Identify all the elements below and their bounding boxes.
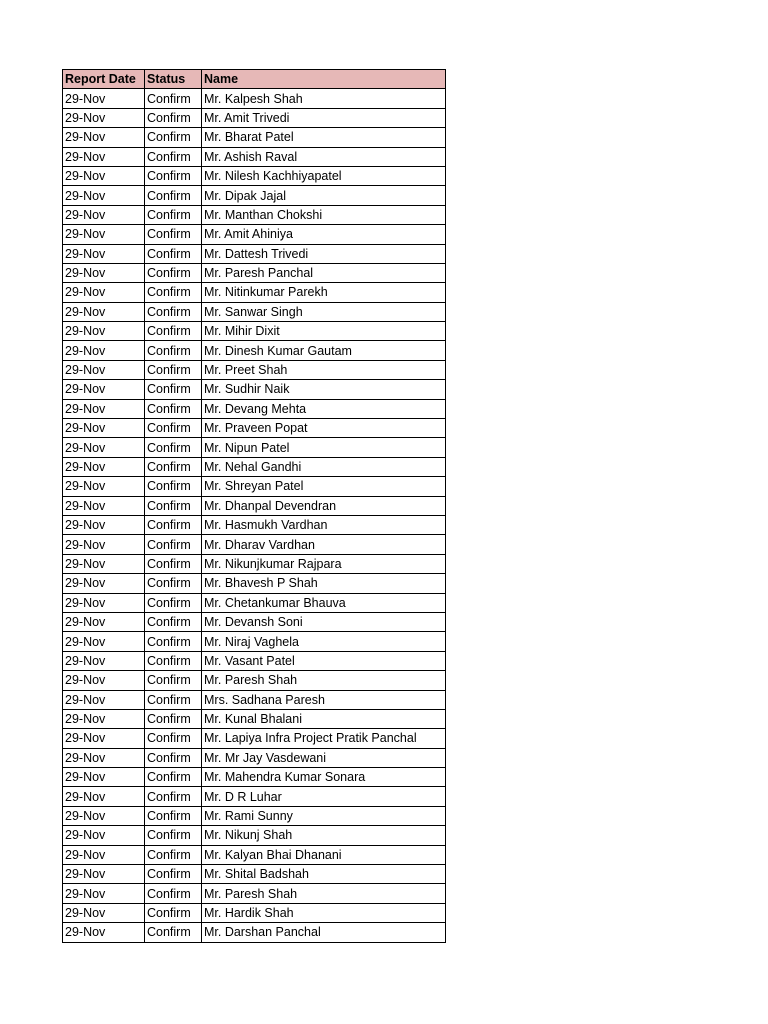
cell-name: Mr. Nitinkumar Parekh xyxy=(202,283,446,302)
cell-status: Confirm xyxy=(145,515,202,534)
table-row xyxy=(63,186,446,205)
cell-report-date: 29-Nov xyxy=(63,477,145,496)
cell-report-date: 29-Nov xyxy=(63,341,145,360)
cell-status: Confirm xyxy=(145,729,202,748)
cell-name: Mr. Devansh Soni xyxy=(202,612,446,631)
cell-name: Mr. Mahendra Kumar Sonara xyxy=(202,768,446,787)
cell-status: Confirm xyxy=(145,884,202,903)
cell-status: Confirm xyxy=(145,89,202,108)
table-row xyxy=(63,283,446,302)
cell-report-date: 29-Nov xyxy=(63,322,145,341)
cell-report-date: 29-Nov xyxy=(63,263,145,282)
table-row xyxy=(63,806,446,825)
table-row xyxy=(63,399,446,418)
table-row xyxy=(63,651,446,670)
table-row xyxy=(63,147,446,166)
cell-report-date: 29-Nov xyxy=(63,360,145,379)
cell-status: Confirm xyxy=(145,806,202,825)
cell-name: Mr. Niraj Vaghela xyxy=(202,632,446,651)
cell-status: Confirm xyxy=(145,709,202,728)
cell-report-date: 29-Nov xyxy=(63,147,145,166)
table-row xyxy=(63,128,446,147)
table-body xyxy=(63,89,446,942)
table-row xyxy=(63,496,446,515)
cell-status: Confirm xyxy=(145,108,202,127)
cell-name: Mr. Mihir Dixit xyxy=(202,322,446,341)
cell-status: Confirm xyxy=(145,632,202,651)
cell-status: Confirm xyxy=(145,186,202,205)
table-row xyxy=(63,923,446,942)
cell-name: Mr. Nehal Gandhi xyxy=(202,457,446,476)
cell-report-date: 29-Nov xyxy=(63,787,145,806)
cell-name: Mr. Paresh Shah xyxy=(202,884,446,903)
cell-name: Mr. Hardik Shah xyxy=(202,903,446,922)
cell-name: Mr. D R Luhar xyxy=(202,787,446,806)
cell-status: Confirm xyxy=(145,865,202,884)
cell-status: Confirm xyxy=(145,496,202,515)
cell-name: Mr. Nikunj Shah xyxy=(202,826,446,845)
header-report-date: Report Date xyxy=(63,70,145,89)
cell-status: Confirm xyxy=(145,535,202,554)
table-row xyxy=(63,419,446,438)
table-row xyxy=(63,593,446,612)
cell-status: Confirm xyxy=(145,671,202,690)
table-row xyxy=(63,89,446,108)
cell-report-date: 29-Nov xyxy=(63,283,145,302)
cell-status: Confirm xyxy=(145,419,202,438)
cell-report-date: 29-Nov xyxy=(63,535,145,554)
cell-report-date: 29-Nov xyxy=(63,923,145,942)
table-row xyxy=(63,574,446,593)
table-row xyxy=(63,554,446,573)
cell-name: Mr. Kalyan Bhai Dhanani xyxy=(202,845,446,864)
cell-report-date: 29-Nov xyxy=(63,826,145,845)
cell-status: Confirm xyxy=(145,399,202,418)
header-row xyxy=(63,70,446,89)
cell-name: Mr. Paresh Shah xyxy=(202,671,446,690)
header-status: Status xyxy=(145,70,202,89)
table-row xyxy=(63,884,446,903)
cell-name: Mr. Dattesh Trivedi xyxy=(202,244,446,263)
table-row xyxy=(63,515,446,534)
cell-name: Mr. Bhavesh P Shah xyxy=(202,574,446,593)
table-row xyxy=(63,671,446,690)
table-row xyxy=(63,166,446,185)
cell-report-date: 29-Nov xyxy=(63,380,145,399)
cell-status: Confirm xyxy=(145,826,202,845)
cell-report-date: 29-Nov xyxy=(63,515,145,534)
cell-status: Confirm xyxy=(145,554,202,573)
cell-report-date: 29-Nov xyxy=(63,865,145,884)
cell-status: Confirm xyxy=(145,787,202,806)
cell-report-date: 29-Nov xyxy=(63,186,145,205)
cell-report-date: 29-Nov xyxy=(63,806,145,825)
cell-report-date: 29-Nov xyxy=(63,244,145,263)
cell-name: Mr. Paresh Panchal xyxy=(202,263,446,282)
table-row xyxy=(63,632,446,651)
cell-name: Mr. Bharat Patel xyxy=(202,128,446,147)
cell-name: Mrs. Sadhana Paresh xyxy=(202,690,446,709)
cell-name: Mr. Rami Sunny xyxy=(202,806,446,825)
cell-name: Mr. Kalpesh Shah xyxy=(202,89,446,108)
cell-name: Mr. Vasant Patel xyxy=(202,651,446,670)
cell-report-date: 29-Nov xyxy=(63,612,145,631)
table-row xyxy=(63,205,446,224)
cell-name: Mr. Amit Trivedi xyxy=(202,108,446,127)
cell-report-date: 29-Nov xyxy=(63,671,145,690)
cell-report-date: 29-Nov xyxy=(63,690,145,709)
cell-name: Mr. Lapiya Infra Project Pratik Panchal xyxy=(202,729,446,748)
table-row xyxy=(63,535,446,554)
cell-status: Confirm xyxy=(145,438,202,457)
cell-status: Confirm xyxy=(145,205,202,224)
cell-status: Confirm xyxy=(145,166,202,185)
cell-status: Confirm xyxy=(145,903,202,922)
cell-status: Confirm xyxy=(145,574,202,593)
table-row xyxy=(63,263,446,282)
cell-status: Confirm xyxy=(145,612,202,631)
cell-status: Confirm xyxy=(145,341,202,360)
cell-status: Confirm xyxy=(145,690,202,709)
cell-report-date: 29-Nov xyxy=(63,438,145,457)
cell-report-date: 29-Nov xyxy=(63,574,145,593)
cell-report-date: 29-Nov xyxy=(63,632,145,651)
cell-name: Mr. Dinesh Kumar Gautam xyxy=(202,341,446,360)
cell-report-date: 29-Nov xyxy=(63,89,145,108)
table-row xyxy=(63,322,446,341)
table-row xyxy=(63,709,446,728)
report-table xyxy=(62,69,446,943)
cell-status: Confirm xyxy=(145,651,202,670)
cell-name: Mr. Shital Badshah xyxy=(202,865,446,884)
cell-status: Confirm xyxy=(145,244,202,263)
cell-name: Mr. Ashish Raval xyxy=(202,147,446,166)
table-row xyxy=(63,903,446,922)
header-name: Name xyxy=(202,70,446,89)
cell-name: Mr. Devang Mehta xyxy=(202,399,446,418)
cell-report-date: 29-Nov xyxy=(63,205,145,224)
cell-report-date: 29-Nov xyxy=(63,748,145,767)
table-row xyxy=(63,457,446,476)
table-row xyxy=(63,845,446,864)
cell-status: Confirm xyxy=(145,360,202,379)
cell-status: Confirm xyxy=(145,302,202,321)
cell-report-date: 29-Nov xyxy=(63,419,145,438)
table-row xyxy=(63,787,446,806)
table-row xyxy=(63,341,446,360)
cell-name: Mr. Dharav Vardhan xyxy=(202,535,446,554)
table-row xyxy=(63,865,446,884)
table-row xyxy=(63,729,446,748)
cell-status: Confirm xyxy=(145,748,202,767)
cell-name: Mr. Manthan Chokshi xyxy=(202,205,446,224)
cell-name: Mr. Nikunjkumar Rajpara xyxy=(202,554,446,573)
cell-status: Confirm xyxy=(145,477,202,496)
cell-report-date: 29-Nov xyxy=(63,593,145,612)
cell-status: Confirm xyxy=(145,768,202,787)
cell-name: Mr. Dhanpal Devendran xyxy=(202,496,446,515)
cell-name: Mr. Kunal Bhalani xyxy=(202,709,446,728)
cell-report-date: 29-Nov xyxy=(63,166,145,185)
cell-status: Confirm xyxy=(145,380,202,399)
cell-status: Confirm xyxy=(145,128,202,147)
cell-report-date: 29-Nov xyxy=(63,729,145,748)
cell-name: Mr. Preet Shah xyxy=(202,360,446,379)
cell-report-date: 29-Nov xyxy=(63,554,145,573)
cell-name: Mr. Mr Jay Vasdewani xyxy=(202,748,446,767)
cell-name: Mr. Sudhir Naik xyxy=(202,380,446,399)
table-row xyxy=(63,225,446,244)
cell-report-date: 29-Nov xyxy=(63,399,145,418)
table-row xyxy=(63,477,446,496)
cell-name: Mr. Sanwar Singh xyxy=(202,302,446,321)
cell-report-date: 29-Nov xyxy=(63,709,145,728)
table-row xyxy=(63,768,446,787)
table-row xyxy=(63,826,446,845)
cell-status: Confirm xyxy=(145,225,202,244)
table-row xyxy=(63,748,446,767)
table-row xyxy=(63,438,446,457)
cell-status: Confirm xyxy=(145,457,202,476)
table-row xyxy=(63,244,446,263)
table-row xyxy=(63,108,446,127)
cell-name: Mr. Shreyan Patel xyxy=(202,477,446,496)
cell-report-date: 29-Nov xyxy=(63,651,145,670)
cell-report-date: 29-Nov xyxy=(63,845,145,864)
cell-status: Confirm xyxy=(145,845,202,864)
table-row xyxy=(63,380,446,399)
cell-report-date: 29-Nov xyxy=(63,496,145,515)
cell-name: Mr. Hasmukh Vardhan xyxy=(202,515,446,534)
cell-name: Mr. Dipak Jajal xyxy=(202,186,446,205)
cell-report-date: 29-Nov xyxy=(63,128,145,147)
table-row xyxy=(63,690,446,709)
cell-report-date: 29-Nov xyxy=(63,302,145,321)
table-header xyxy=(63,70,446,89)
cell-name: Mr. Nilesh Kachhiyapatel xyxy=(202,166,446,185)
cell-report-date: 29-Nov xyxy=(63,108,145,127)
table-row xyxy=(63,302,446,321)
cell-status: Confirm xyxy=(145,322,202,341)
table-row xyxy=(63,360,446,379)
cell-report-date: 29-Nov xyxy=(63,225,145,244)
cell-name: Mr. Amit Ahiniya xyxy=(202,225,446,244)
cell-report-date: 29-Nov xyxy=(63,884,145,903)
cell-report-date: 29-Nov xyxy=(63,903,145,922)
cell-report-date: 29-Nov xyxy=(63,457,145,476)
cell-status: Confirm xyxy=(145,263,202,282)
cell-status: Confirm xyxy=(145,147,202,166)
cell-status: Confirm xyxy=(145,283,202,302)
cell-name: Mr. Darshan Panchal xyxy=(202,923,446,942)
cell-name: Mr. Chetankumar Bhauva xyxy=(202,593,446,612)
cell-report-date: 29-Nov xyxy=(63,768,145,787)
table-row xyxy=(63,612,446,631)
cell-name: Mr. Nipun Patel xyxy=(202,438,446,457)
cell-status: Confirm xyxy=(145,923,202,942)
cell-name: Mr. Praveen Popat xyxy=(202,419,446,438)
cell-status: Confirm xyxy=(145,593,202,612)
